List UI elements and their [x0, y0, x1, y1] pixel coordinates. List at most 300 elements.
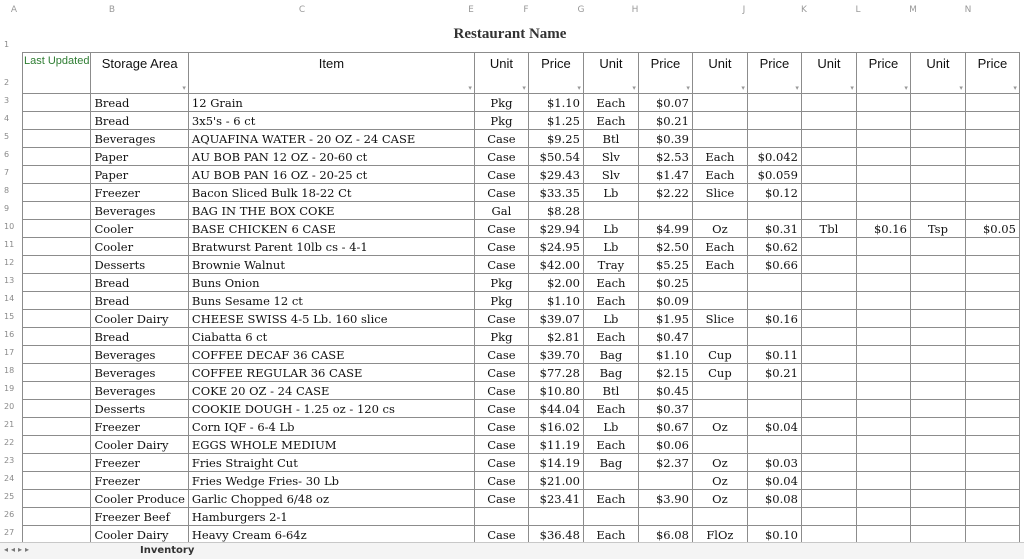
cell-item[interactable]: Fries Wedge Fries- 30 Lb [188, 472, 474, 490]
cell-unit-2[interactable]: Each [583, 328, 638, 346]
cell-price-5[interactable] [965, 418, 1019, 436]
cell-price-4[interactable] [856, 436, 910, 454]
cell-unit-5[interactable] [910, 346, 965, 364]
cell-storage-area[interactable]: Bread [91, 94, 188, 112]
cell-unit-4[interactable] [801, 274, 856, 292]
cell-price-4[interactable] [856, 184, 910, 202]
cell-price-5[interactable] [965, 130, 1019, 148]
cell-unit-5[interactable] [910, 310, 965, 328]
cell-unit-4[interactable]: Tbl [801, 220, 856, 238]
filter-dropdown-icon[interactable]: ▾ [959, 85, 963, 92]
row-number[interactable]: 5 [4, 132, 10, 141]
cell-price-4[interactable] [856, 454, 910, 472]
cell-unit-3[interactable]: Slice [692, 310, 747, 328]
cell-unit-3[interactable] [692, 112, 747, 130]
cell-unit-2[interactable]: Slv [583, 148, 638, 166]
cell-price-4[interactable] [856, 274, 910, 292]
row-number[interactable]: 2 [4, 78, 10, 87]
cell-price-3[interactable] [747, 328, 801, 346]
cell-item[interactable]: Bratwurst Parent 10lb cs - 4-1 [188, 238, 474, 256]
row-number[interactable]: 24 [4, 474, 15, 483]
cell-unit-1[interactable]: Pkg [474, 94, 528, 112]
cell-unit-4[interactable] [801, 526, 856, 544]
cell-unit-1[interactable]: Case [474, 400, 528, 418]
cell-unit-2[interactable]: Bag [583, 454, 638, 472]
cell-unit-5[interactable] [910, 508, 965, 526]
cell-price-4[interactable] [856, 94, 910, 112]
cell-price-4[interactable] [856, 346, 910, 364]
cell-price-2[interactable] [638, 472, 692, 490]
column-letter[interactable]: B [108, 5, 116, 15]
cell-unit-3[interactable] [692, 382, 747, 400]
cell-item[interactable]: Heavy Cream 6-64z [188, 526, 474, 544]
cell-storage-area[interactable]: Beverages [91, 382, 188, 400]
cell-price-1[interactable]: $23.41 [528, 490, 583, 508]
cell-last-updated[interactable] [23, 112, 91, 130]
filter-dropdown-icon[interactable]: ▾ [850, 85, 854, 92]
filter-dropdown-icon[interactable]: ▾ [795, 85, 799, 92]
cell-price-3[interactable]: $0.03 [747, 454, 801, 472]
cell-storage-area[interactable]: Bread [91, 328, 188, 346]
cell-price-2[interactable]: $0.67 [638, 418, 692, 436]
cell-unit-3[interactable]: Oz [692, 472, 747, 490]
cell-price-4[interactable] [856, 310, 910, 328]
cell-storage-area[interactable]: Cooler [91, 238, 188, 256]
cell-unit-1[interactable]: Case [474, 346, 528, 364]
cell-last-updated[interactable] [23, 490, 91, 508]
cell-unit-5[interactable] [910, 400, 965, 418]
cell-unit-1[interactable]: Gal [474, 202, 528, 220]
cell-price-3[interactable]: $0.21 [747, 364, 801, 382]
cell-item[interactable]: EGGS WHOLE MEDIUM [188, 436, 474, 454]
cell-price-4[interactable] [856, 490, 910, 508]
cell-unit-5[interactable] [910, 256, 965, 274]
cell-price-3[interactable]: $0.08 [747, 490, 801, 508]
cell-storage-area[interactable]: Beverages [91, 130, 188, 148]
cell-last-updated[interactable] [23, 94, 91, 112]
cell-price-3[interactable] [747, 508, 801, 526]
cell-unit-4[interactable] [801, 328, 856, 346]
cell-price-2[interactable]: $0.39 [638, 130, 692, 148]
cell-price-1[interactable]: $24.95 [528, 238, 583, 256]
cell-price-3[interactable] [747, 202, 801, 220]
cell-unit-3[interactable]: Each [692, 148, 747, 166]
cell-price-2[interactable]: $2.15 [638, 364, 692, 382]
cell-unit-2[interactable] [583, 508, 638, 526]
row-number[interactable]: 26 [4, 510, 15, 519]
filter-dropdown-icon[interactable]: ▾ [686, 85, 690, 92]
row-number[interactable]: 17 [4, 348, 15, 357]
cell-price-1[interactable]: $14.19 [528, 454, 583, 472]
cell-last-updated[interactable] [23, 202, 91, 220]
cell-unit-3[interactable]: Oz [692, 418, 747, 436]
cell-unit-5[interactable] [910, 328, 965, 346]
cell-unit-1[interactable]: Pkg [474, 292, 528, 310]
cell-unit-1[interactable]: Case [474, 184, 528, 202]
cell-last-updated[interactable] [23, 166, 91, 184]
cell-storage-area[interactable]: Bread [91, 112, 188, 130]
cell-price-1[interactable]: $1.10 [528, 94, 583, 112]
cell-last-updated[interactable] [23, 508, 91, 526]
column-letter[interactable]: A [10, 5, 18, 15]
cell-last-updated[interactable] [23, 184, 91, 202]
cell-unit-3[interactable] [692, 508, 747, 526]
cell-last-updated[interactable] [23, 328, 91, 346]
cell-price-3[interactable] [747, 400, 801, 418]
cell-price-5[interactable] [965, 94, 1019, 112]
cell-price-5[interactable] [965, 274, 1019, 292]
cell-unit-4[interactable] [801, 436, 856, 454]
cell-storage-area[interactable]: Cooler Produce [91, 490, 188, 508]
cell-storage-area[interactable]: Desserts [91, 400, 188, 418]
cell-price-3[interactable]: $0.10 [747, 526, 801, 544]
cell-price-2[interactable]: $3.90 [638, 490, 692, 508]
cell-last-updated[interactable] [23, 382, 91, 400]
cell-unit-4[interactable] [801, 238, 856, 256]
column-letter[interactable]: N [964, 5, 972, 15]
cell-price-2[interactable]: $0.06 [638, 436, 692, 454]
cell-item[interactable]: 3x5's - 6 ct [188, 112, 474, 130]
cell-unit-4[interactable] [801, 508, 856, 526]
cell-unit-4[interactable] [801, 202, 856, 220]
cell-storage-area[interactable]: Cooler [91, 220, 188, 238]
cell-price-2[interactable]: $1.47 [638, 166, 692, 184]
cell-price-3[interactable] [747, 382, 801, 400]
cell-storage-area[interactable]: Paper [91, 166, 188, 184]
cell-price-5[interactable]: $0.05 [965, 220, 1019, 238]
column-letter[interactable]: K [801, 5, 807, 15]
cell-price-4[interactable] [856, 130, 910, 148]
row-number[interactable]: 12 [4, 258, 15, 267]
cell-price-5[interactable] [965, 508, 1019, 526]
cell-unit-2[interactable]: Btl [583, 130, 638, 148]
cell-item[interactable]: Garlic Chopped 6/48 oz [188, 490, 474, 508]
cell-price-3[interactable]: $0.62 [747, 238, 801, 256]
cell-unit-2[interactable]: Each [583, 400, 638, 418]
cell-item[interactable]: Corn IQF - 6-4 Lb [188, 418, 474, 436]
row-number[interactable]: 11 [4, 240, 15, 249]
cell-unit-2[interactable]: Bag [583, 364, 638, 382]
cell-price-4[interactable] [856, 328, 910, 346]
cell-unit-4[interactable] [801, 364, 856, 382]
cell-unit-4[interactable] [801, 490, 856, 508]
cell-unit-3[interactable]: Oz [692, 490, 747, 508]
cell-price-5[interactable] [965, 364, 1019, 382]
cell-price-5[interactable] [965, 454, 1019, 472]
header-unit-5[interactable] [910, 53, 965, 94]
cell-unit-2[interactable]: Each [583, 526, 638, 544]
cell-price-2[interactable]: $2.37 [638, 454, 692, 472]
cell-unit-1[interactable]: Case [474, 256, 528, 274]
cell-price-4[interactable]: $0.16 [856, 220, 910, 238]
cell-last-updated[interactable] [23, 238, 91, 256]
cell-price-3[interactable]: $0.04 [747, 472, 801, 490]
cell-unit-4[interactable] [801, 112, 856, 130]
cell-unit-2[interactable]: Lb [583, 418, 638, 436]
header-last-updated[interactable]: Last Updated [23, 53, 91, 94]
cell-unit-4[interactable] [801, 310, 856, 328]
cell-unit-5[interactable] [910, 418, 965, 436]
filter-dropdown-icon[interactable]: ▾ [577, 85, 581, 92]
cell-price-4[interactable] [856, 202, 910, 220]
cell-price-3[interactable]: $0.16 [747, 310, 801, 328]
cell-last-updated[interactable] [23, 310, 91, 328]
column-letter[interactable]: H [631, 5, 639, 15]
tab-scroll-arrows-icon[interactable]: ◂◂▸▸ [4, 545, 33, 554]
cell-price-1[interactable]: $50.54 [528, 148, 583, 166]
cell-price-3[interactable]: $0.66 [747, 256, 801, 274]
cell-unit-5[interactable] [910, 364, 965, 382]
cell-unit-3[interactable]: FlOz [692, 526, 747, 544]
cell-unit-5[interactable] [910, 238, 965, 256]
header-price-5[interactable] [965, 53, 1019, 94]
cell-price-4[interactable] [856, 382, 910, 400]
cell-last-updated[interactable] [23, 130, 91, 148]
cell-price-3[interactable] [747, 130, 801, 148]
cell-last-updated[interactable] [23, 400, 91, 418]
cell-item[interactable]: AU BOB PAN 16 OZ - 20-25 ct [188, 166, 474, 184]
cell-item[interactable]: COKE 20 OZ - 24 CASE [188, 382, 474, 400]
cell-last-updated[interactable] [23, 292, 91, 310]
filter-dropdown-icon[interactable]: ▾ [182, 85, 186, 92]
cell-price-4[interactable] [856, 112, 910, 130]
cell-unit-3[interactable]: Each [692, 166, 747, 184]
cell-last-updated[interactable] [23, 148, 91, 166]
cell-price-1[interactable]: $1.10 [528, 292, 583, 310]
cell-price-2[interactable]: $2.50 [638, 238, 692, 256]
cell-unit-2[interactable]: Each [583, 112, 638, 130]
column-letter[interactable]: E [468, 5, 474, 15]
cell-unit-3[interactable]: Each [692, 256, 747, 274]
cell-item[interactable]: BAG IN THE BOX COKE [188, 202, 474, 220]
cell-unit-4[interactable] [801, 292, 856, 310]
header-unit-3[interactable] [692, 53, 747, 94]
cell-unit-2[interactable] [583, 472, 638, 490]
cell-unit-2[interactable]: Lb [583, 238, 638, 256]
sheet-title[interactable]: Restaurant Name [453, 26, 567, 42]
cell-unit-4[interactable] [801, 400, 856, 418]
cell-price-2[interactable]: $0.21 [638, 112, 692, 130]
row-number[interactable]: 8 [4, 186, 10, 195]
cell-unit-3[interactable]: Cup [692, 346, 747, 364]
cell-unit-1[interactable]: Pkg [474, 274, 528, 292]
row-number[interactable]: 18 [4, 366, 15, 375]
cell-price-5[interactable] [965, 112, 1019, 130]
cell-unit-4[interactable] [801, 472, 856, 490]
row-number[interactable]: 3 [4, 96, 10, 105]
cell-price-4[interactable] [856, 472, 910, 490]
header-price-1[interactable] [528, 53, 583, 94]
cell-storage-area[interactable]: Freezer [91, 184, 188, 202]
cell-price-1[interactable]: $16.02 [528, 418, 583, 436]
cell-price-5[interactable] [965, 526, 1019, 544]
cell-item[interactable]: COFFEE DECAF 36 CASE [188, 346, 474, 364]
cell-unit-2[interactable]: Each [583, 436, 638, 454]
cell-unit-3[interactable] [692, 130, 747, 148]
cell-unit-3[interactable] [692, 202, 747, 220]
cell-price-5[interactable] [965, 292, 1019, 310]
cell-price-2[interactable] [638, 202, 692, 220]
cell-price-5[interactable] [965, 346, 1019, 364]
cell-price-1[interactable]: $10.80 [528, 382, 583, 400]
cell-item[interactable]: 12 Grain [188, 94, 474, 112]
cell-last-updated[interactable] [23, 472, 91, 490]
cell-price-1[interactable]: $8.28 [528, 202, 583, 220]
row-number[interactable]: 20 [4, 402, 15, 411]
cell-price-3[interactable] [747, 274, 801, 292]
row-number[interactable]: 25 [4, 492, 15, 501]
cell-price-5[interactable] [965, 382, 1019, 400]
cell-unit-1[interactable]: Case [474, 526, 528, 544]
cell-price-4[interactable] [856, 256, 910, 274]
cell-item[interactable]: CHEESE SWISS 4-5 Lb. 160 slice [188, 310, 474, 328]
cell-last-updated[interactable] [23, 256, 91, 274]
cell-storage-area[interactable]: Desserts [91, 256, 188, 274]
cell-unit-4[interactable] [801, 256, 856, 274]
cell-unit-3[interactable]: Each [692, 238, 747, 256]
cell-price-2[interactable] [638, 508, 692, 526]
cell-price-2[interactable]: $0.37 [638, 400, 692, 418]
cell-price-5[interactable] [965, 202, 1019, 220]
cell-price-5[interactable] [965, 166, 1019, 184]
cell-storage-area[interactable]: Cooler Dairy [91, 526, 188, 544]
cell-unit-1[interactable]: Case [474, 490, 528, 508]
cell-unit-1[interactable]: Case [474, 130, 528, 148]
cell-last-updated[interactable] [23, 454, 91, 472]
cell-unit-5[interactable] [910, 112, 965, 130]
cell-unit-5[interactable] [910, 184, 965, 202]
cell-unit-1[interactable]: Case [474, 418, 528, 436]
cell-price-3[interactable]: $0.12 [747, 184, 801, 202]
cell-unit-2[interactable]: Lb [583, 184, 638, 202]
cell-price-3[interactable] [747, 112, 801, 130]
cell-price-3[interactable] [747, 436, 801, 454]
cell-price-3[interactable] [747, 292, 801, 310]
cell-price-1[interactable]: $9.25 [528, 130, 583, 148]
header-item[interactable] [188, 53, 474, 94]
cell-price-1[interactable]: $2.00 [528, 274, 583, 292]
cell-unit-4[interactable] [801, 184, 856, 202]
cell-unit-3[interactable]: Oz [692, 220, 747, 238]
cell-item[interactable]: BASE CHICKEN 6 CASE [188, 220, 474, 238]
cell-unit-2[interactable]: Slv [583, 166, 638, 184]
cell-unit-5[interactable] [910, 454, 965, 472]
cell-last-updated[interactable] [23, 526, 91, 544]
row-number[interactable]: 9 [4, 204, 10, 213]
row-number[interactable]: 15 [4, 312, 15, 321]
cell-unit-5[interactable] [910, 130, 965, 148]
cell-last-updated[interactable] [23, 274, 91, 292]
cell-storage-area[interactable]: Paper [91, 148, 188, 166]
cell-unit-2[interactable]: Each [583, 94, 638, 112]
cell-price-5[interactable] [965, 148, 1019, 166]
cell-unit-1[interactable]: Case [474, 472, 528, 490]
cell-unit-5[interactable]: Tsp [910, 220, 965, 238]
cell-storage-area[interactable]: Beverages [91, 346, 188, 364]
cell-unit-1[interactable]: Case [474, 382, 528, 400]
cell-price-4[interactable] [856, 508, 910, 526]
header-price-4[interactable] [856, 53, 910, 94]
header-price-2[interactable] [638, 53, 692, 94]
cell-unit-1[interactable]: Case [474, 148, 528, 166]
cell-unit-4[interactable] [801, 148, 856, 166]
cell-unit-2[interactable] [583, 202, 638, 220]
cell-unit-5[interactable] [910, 274, 965, 292]
cell-price-5[interactable] [965, 436, 1019, 454]
filter-dropdown-icon[interactable]: ▾ [632, 85, 636, 92]
cell-price-1[interactable]: $39.70 [528, 346, 583, 364]
cell-unit-2[interactable]: Btl [583, 382, 638, 400]
cell-price-4[interactable] [856, 166, 910, 184]
cell-unit-1[interactable]: Case [474, 436, 528, 454]
cell-price-3[interactable]: $0.059 [747, 166, 801, 184]
cell-price-5[interactable] [965, 310, 1019, 328]
cell-storage-area[interactable]: Bread [91, 292, 188, 310]
row-number[interactable]: 10 [4, 222, 15, 231]
cell-price-2[interactable]: $2.53 [638, 148, 692, 166]
cell-unit-1[interactable] [474, 508, 528, 526]
cell-price-2[interactable]: $6.08 [638, 526, 692, 544]
cell-price-2[interactable]: $4.99 [638, 220, 692, 238]
cell-item[interactable]: AU BOB PAN 12 OZ - 20-60 ct [188, 148, 474, 166]
cell-price-1[interactable]: $29.94 [528, 220, 583, 238]
cell-unit-2[interactable]: Each [583, 274, 638, 292]
cell-unit-5[interactable] [910, 382, 965, 400]
cell-price-4[interactable] [856, 400, 910, 418]
cell-item[interactable]: Hamburgers 2-1 [188, 508, 474, 526]
cell-price-5[interactable] [965, 238, 1019, 256]
cell-unit-3[interactable] [692, 400, 747, 418]
column-letter[interactable]: L [855, 5, 861, 15]
column-letter[interactable]: C [298, 5, 306, 15]
cell-unit-1[interactable]: Case [474, 454, 528, 472]
cell-price-2[interactable]: $2.22 [638, 184, 692, 202]
cell-price-5[interactable] [965, 184, 1019, 202]
cell-storage-area[interactable]: Beverages [91, 202, 188, 220]
row-number[interactable]: 6 [4, 150, 10, 159]
filter-dropdown-icon[interactable]: ▾ [904, 85, 908, 92]
cell-last-updated[interactable] [23, 364, 91, 382]
filter-dropdown-icon[interactable]: ▾ [522, 85, 526, 92]
cell-unit-5[interactable] [910, 436, 965, 454]
cell-storage-area[interactable]: Cooler Dairy [91, 436, 188, 454]
column-letter[interactable]: F [523, 5, 529, 15]
row-number[interactable]: 13 [4, 276, 15, 285]
cell-price-1[interactable]: $42.00 [528, 256, 583, 274]
cell-price-5[interactable] [965, 328, 1019, 346]
cell-item[interactable]: Buns Onion [188, 274, 474, 292]
row-number[interactable]: 23 [4, 456, 15, 465]
cell-unit-1[interactable]: Case [474, 238, 528, 256]
cell-unit-2[interactable]: Bag [583, 346, 638, 364]
cell-price-2[interactable]: $5.25 [638, 256, 692, 274]
cell-unit-4[interactable] [801, 382, 856, 400]
cell-price-3[interactable]: $0.042 [747, 148, 801, 166]
cell-storage-area[interactable]: Freezer [91, 418, 188, 436]
cell-last-updated[interactable] [23, 220, 91, 238]
cell-unit-3[interactable]: Slice [692, 184, 747, 202]
cell-storage-area[interactable]: Freezer [91, 472, 188, 490]
row-number[interactable]: 21 [4, 420, 15, 429]
header-price-3[interactable] [747, 53, 801, 94]
header-unit-1[interactable] [474, 53, 528, 94]
row-number[interactable]: 7 [4, 168, 10, 177]
cell-price-1[interactable]: $21.00 [528, 472, 583, 490]
cell-storage-area[interactable]: Freezer [91, 454, 188, 472]
cell-price-5[interactable] [965, 472, 1019, 490]
cell-unit-4[interactable] [801, 418, 856, 436]
cell-price-1[interactable]: $1.25 [528, 112, 583, 130]
